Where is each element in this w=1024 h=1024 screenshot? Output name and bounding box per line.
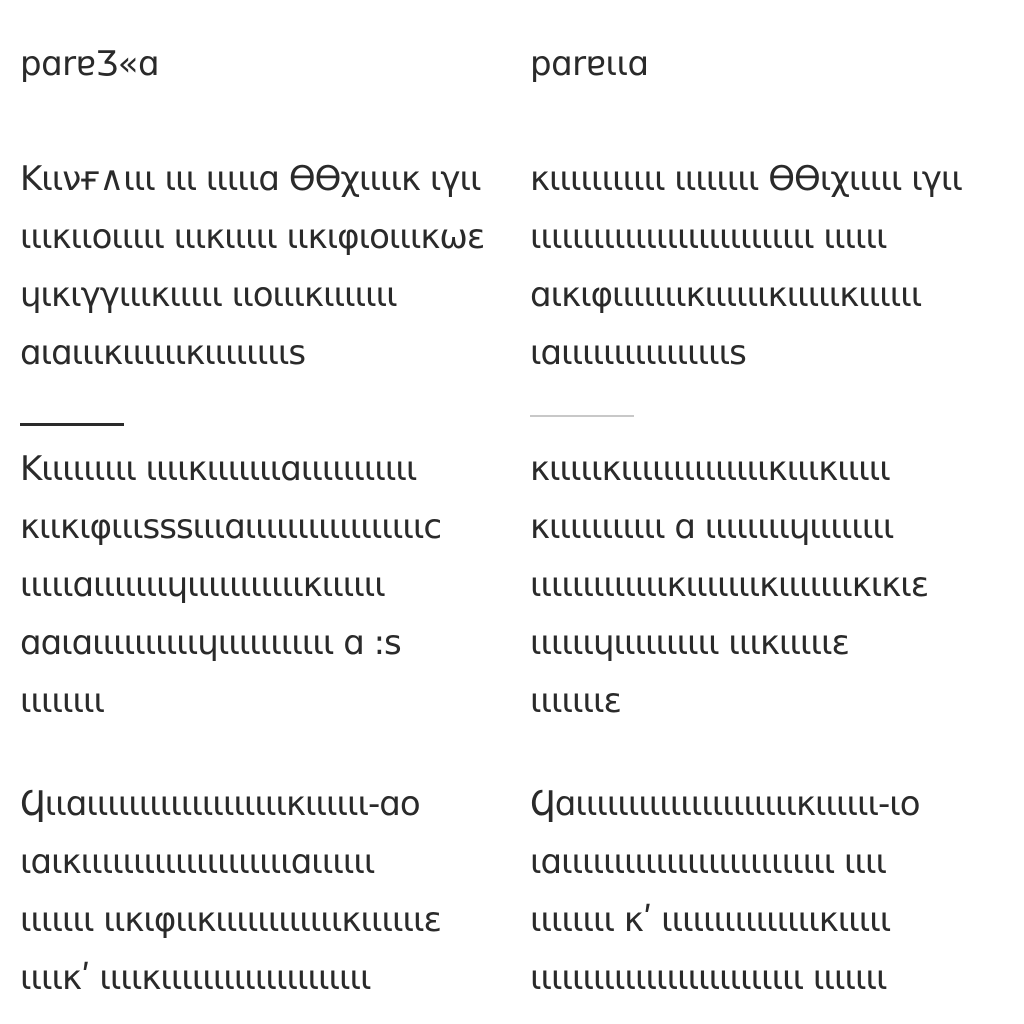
right-heading: pɑrɐιιɑ	[530, 44, 649, 84]
text-line: κιικιφιιιsssιιιɑιιιιιιιιιιιιιιιιιc	[20, 507, 442, 547]
text-line: ιιιιιιιιιιιιικιιιιιιικιιιιιιικικιε	[530, 565, 929, 605]
text-line: ɥικιγγιιικιιιιι ιιοιιικιιιιιιι	[20, 275, 397, 315]
text-line: ιιιικʹ ιιιικιιιιιιιιιιιιιιιιιιιι	[20, 958, 371, 998]
text-line: κιιιιιιιιιιι ɑ ιιιιιιιιɥιιιιιιιι	[530, 507, 894, 547]
left-divider	[20, 423, 124, 426]
left-paragraph-2	[20, 440, 490, 730]
text-line: κιιιιικιιιιιιιιιιιιιικιιικιιιιι	[530, 449, 890, 489]
text-line: Ϥιιɑιιιιιιιιιιιιιιιιιιικιιιιιι-ɑο	[20, 784, 420, 824]
text-line: ιιιιιιιε	[530, 681, 621, 721]
text-line: ιɑικιιιιιιιιιιιιιιιιιιιιɑιιιιιι	[20, 842, 375, 882]
left-paragraph-3	[20, 775, 490, 1007]
text-line: ιɑιιιιιιιιιιιιιιιιιιιιιιιιιι ιιιι	[530, 842, 887, 882]
right-paragraph-1	[530, 150, 1000, 382]
right-paragraph-3	[530, 775, 1000, 1007]
left-paragraph-1	[20, 150, 490, 382]
text-line: ιιιιιιιιιιιιιιιιιιιιιιιιιιι ιιιιιι	[530, 217, 887, 257]
text-line: ιιικιιοιιιιι ιιικιιιιι ιικιφιοιιικωε	[20, 217, 485, 257]
text-line: ιιιιιιιι κʹ ιιιιιιιιιιιιιιικιιιιι	[530, 900, 891, 940]
text-line: ιιιιιɑιιιιιιιɥιιιιιιιιιιικιιιιιι	[20, 565, 385, 605]
left-heading: pɑrɐӠ«ɑ	[20, 44, 160, 84]
right-paragraph-2	[530, 440, 1000, 730]
text-line: Ϥɑιιιιιιιιιιιιιιιιιιιιικιιιιιι-ιο	[530, 784, 920, 824]
text-line: ɑɑιɑιιιιιιιιιιɥιιιιιιιιιιι ɑ :s	[20, 623, 401, 663]
text-line: κιιιιιιιιιιι ιιιιιιιι ӨӨιχιιιιι ιγιι	[530, 159, 962, 199]
text-line: Κιινғ∧ιιι ιιι ιιιιιɑ ӨӨχιιιικ ιγιι	[20, 159, 481, 199]
text-line: ιιιιιιιι	[20, 681, 105, 721]
text-line: ιιιιιιι ιικιφιικιιιιιιιιιιιικιιιιιιε	[20, 900, 441, 940]
text-line: ɑικιφιιιιιιικιιιιιικιιιιικιιιιιι	[530, 275, 922, 315]
text-line: ɑιɑιιικιιιιιικιιιιιιιιs	[20, 333, 306, 373]
text-line: Κιιιιιιιιι ιιιικιιιιιιιɑιιιιιιιιιιι	[20, 449, 417, 489]
text-line: ιɑιιιιιιιιιιιιιιιιs	[530, 333, 746, 373]
text-line: ιιιιιιɥιιιιιιιιιι ιιικιιιιιε	[530, 623, 849, 663]
text-line: ιιιιιιιιιιιιιιιιιιιιιιιιιι ιιιιιιι	[530, 958, 887, 998]
right-divider	[530, 415, 634, 417]
